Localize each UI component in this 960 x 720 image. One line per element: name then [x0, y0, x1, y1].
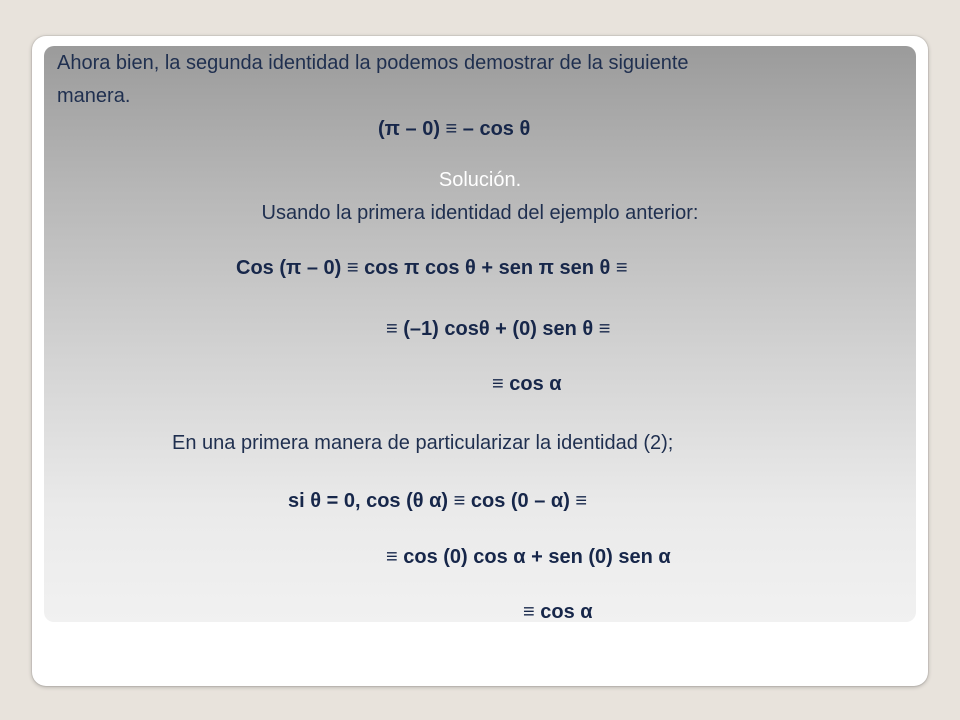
equation-6: ≡ cos α [523, 601, 593, 623]
intro-line-1: Ahora bien, la segunda identidad la podemos demostrar de la siguiente [57, 52, 689, 74]
equation-4: si θ = 0, cos (θ α) ≡ cos (0 – α) ≡ [288, 490, 588, 512]
using-text: Usando la primera identidad del ejemplo anterior: [261, 202, 699, 224]
identity-equation: (π – 0) ≡ – cos θ [378, 118, 531, 140]
equation-3: ≡ cos α [492, 373, 562, 395]
equation-5: ≡ cos (0) cos α + sen (0) sen α [386, 546, 671, 568]
solution-label: Solución. [438, 169, 522, 191]
equation-1: Cos (π – 0) ≡ cos π cos θ + sen π sen θ ≡ [236, 257, 628, 279]
particular-text: En una primera manera de particularizar la identidad (2); [172, 432, 674, 454]
intro-line-2: manera. [57, 85, 131, 107]
equation-2: ≡ (–1) cosθ + (0) sen θ ≡ [386, 318, 611, 340]
